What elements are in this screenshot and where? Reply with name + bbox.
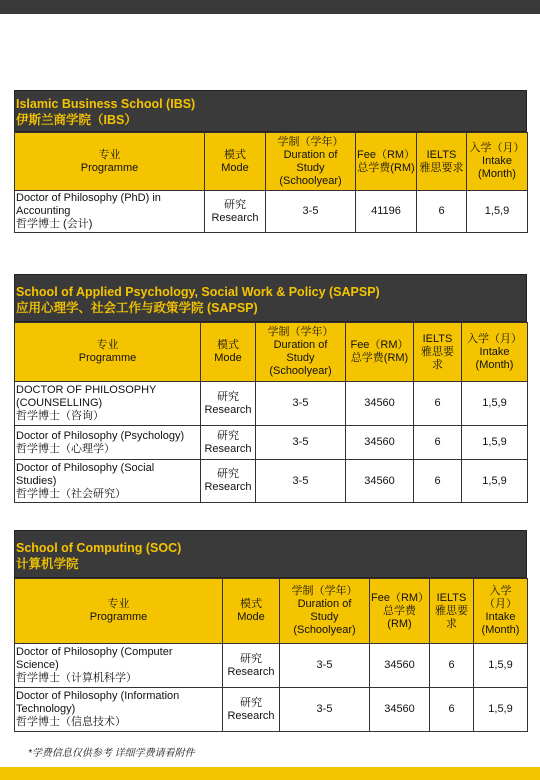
section-sapsp — [14, 274, 527, 503]
ielts-cell: 6 — [414, 382, 462, 426]
header-ielts: IELTS 雅思要 求 — [430, 579, 474, 644]
header-intake: 入学（月） Intake (Month) — [467, 133, 528, 191]
fee-cell: 34560 — [346, 382, 414, 426]
fee-cell: 34560 — [370, 644, 430, 688]
table-header-row — [15, 323, 528, 382]
section-title-en: School of Applied Psychology, Social Work & Policy (SAPSP) — [16, 285, 380, 299]
header-programme: 专业 Programme — [15, 323, 201, 382]
section-soc — [14, 530, 527, 732]
mode-cell: 研究 Research — [205, 191, 266, 233]
header-intake: 入学（月） Intake (Month) — [462, 323, 528, 382]
ielts-cell: 6 — [414, 426, 462, 460]
duration-cell: 3-5 — [256, 382, 346, 426]
table-row — [15, 688, 528, 732]
intake-cell: 1,5,9 — [467, 191, 528, 233]
intake-cell: 1,5,9 — [462, 382, 528, 426]
programme-table — [14, 322, 528, 503]
header-duration: 学制（学年） Duration of Study (Schoolyear) — [280, 579, 370, 644]
mode-cell: 研究 Research — [201, 382, 256, 426]
header-duration: 学制（学年） Duration of Study (Schoolyear) — [266, 133, 356, 191]
section-title-en: Islamic Business School (IBS) — [16, 97, 196, 111]
section-ibs — [14, 90, 527, 233]
table-row — [15, 382, 528, 426]
intake-cell: 1,5,9 — [462, 426, 528, 460]
section-header — [14, 274, 527, 322]
ielts-cell: 6 — [417, 191, 467, 233]
header-mode: 模式 Mode — [223, 579, 280, 644]
ielts-cell: 6 — [414, 460, 462, 503]
table-row — [15, 460, 528, 503]
header-mode: 模式 Mode — [201, 323, 256, 382]
header-ielts: IELTS 雅思要 求 — [414, 323, 462, 382]
section-header — [14, 90, 527, 132]
section-title-zh: 伊斯兰商学院（IBS） — [16, 113, 137, 127]
mode-cell: 研究 Research — [223, 688, 280, 732]
fee-cell: 34560 — [370, 688, 430, 732]
header-fee: Fee（RM） 总学费(RM) — [346, 323, 414, 382]
programme-cell: Doctor of Philosophy (Social Studies) 哲学博士（社会研究） — [15, 460, 201, 503]
mode-cell: 研究 Research — [201, 460, 256, 503]
section-title-en: School of Computing (SOC) — [16, 541, 182, 555]
programme-cell: Doctor of Philosophy (Psychology) 哲学博士（心理学） — [15, 426, 201, 460]
header-programme: 专业 Programme — [15, 133, 205, 191]
programme-table — [14, 132, 528, 233]
fee-cell: 34560 — [346, 460, 414, 503]
intake-cell: 1,5,9 — [474, 644, 528, 688]
duration-cell: 3-5 — [256, 426, 346, 460]
duration-cell: 3-5 — [256, 460, 346, 503]
ielts-cell: 6 — [430, 644, 474, 688]
table-row — [15, 426, 528, 460]
header-ielts: IELTS 雅思要求 — [417, 133, 467, 191]
mode-cell: 研究 Research — [223, 644, 280, 688]
duration-cell: 3-5 — [280, 644, 370, 688]
fee-cell: 41196 — [356, 191, 417, 233]
header-mode: 模式 Mode — [205, 133, 266, 191]
top-bar — [0, 0, 540, 14]
header-fee: Fee（RM） 总学费(RM) — [356, 133, 417, 191]
programme-cell: Doctor of Philosophy (Computer Science) 哲学博士（计算机科学） — [15, 644, 223, 688]
section-title-zh: 计算机学院 — [16, 557, 79, 571]
header-fee: Fee（RM） 总学费(RM) — [370, 579, 430, 644]
intake-cell: 1,5,9 — [474, 688, 528, 732]
table-header-row — [15, 133, 528, 191]
programme-cell: Doctor of Philosophy (Information Technology) 哲学博士（信息技术） — [15, 688, 223, 732]
table-row — [15, 191, 528, 233]
ielts-cell: 6 — [430, 688, 474, 732]
header-intake: 入学 （月） Intake (Month) — [474, 579, 528, 644]
table-header-row — [15, 579, 528, 644]
duration-cell: 3-5 — [280, 688, 370, 732]
table-row — [15, 644, 528, 688]
programme-cell: DOCTOR OF PHILOSOPHY (COUNSELLING) 哲学博士（咨询） — [15, 382, 201, 426]
duration-cell: 3-5 — [266, 191, 356, 233]
bottom-bar — [0, 767, 540, 780]
header-programme: 专业 Programme — [15, 579, 223, 644]
header-duration: 学制（学年） Duration of Study (Schoolyear) — [256, 323, 346, 382]
mode-cell: 研究 Research — [201, 426, 256, 460]
intake-cell: 1,5,9 — [462, 460, 528, 503]
fee-cell: 34560 — [346, 426, 414, 460]
programme-cell: Doctor of Philosophy (PhD) in Accounting 哲学博士 (会计) — [15, 191, 205, 233]
programme-table — [14, 578, 528, 732]
section-title-zh: 应用心理学、社会工作与政策学院 (SAPSP) — [16, 301, 258, 315]
fee-footnote: *学费信息仅供参考 详细学费请看附件 — [28, 748, 195, 759]
section-header — [14, 530, 527, 578]
